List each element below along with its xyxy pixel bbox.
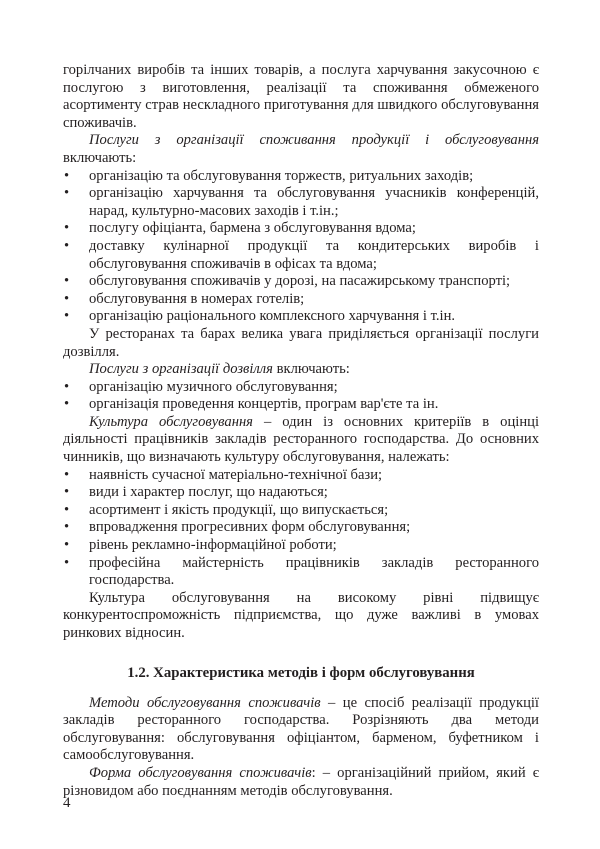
list-item: • професійна майстерність працівників закладів ресторанного господарства.	[63, 555, 539, 590]
list-item: • послугу офіціанта, бармена з обслуговування вдома;	[63, 220, 539, 238]
list-item: • організацію харчування та обслуговування учасників конференцій, нарад, культурно-масових заходів і т.ін.;	[63, 185, 539, 220]
form-rest: : – організаційний прийом, який є різновидом або поєднанням методів обслуговування.	[63, 764, 539, 799]
list-item: • впровадження прогресивних форм обслуговування;	[63, 519, 539, 537]
list-item: • обслуговування в номерах готелів;	[63, 291, 539, 309]
list-item: • організацію та обслуговування торжеств, ритуальних заходів;	[63, 168, 539, 186]
list-item: • організацію музичного обслуговування;	[63, 379, 539, 397]
org-services-rest: включають:	[63, 149, 137, 166]
org-services-lead	[63, 132, 539, 167]
form-term: Форма обслуговування споживачів	[89, 764, 312, 781]
methods-rest: – це спосіб реалізації продукції закладів ресторанного господарства. Розрізняють два методи обслуговування: обслуговування офіціантом, барменом, буфетником і самообслуговування.	[63, 694, 539, 764]
culture-factors-list	[63, 467, 539, 590]
section-heading: 1.2. Характеристика методів і форм обслуговування	[127, 664, 475, 681]
org-services-term: Послуги з організації споживання продукції і обслуговування	[89, 132, 539, 149]
list-item: • асортимент і якість продукції, що випускається;	[63, 502, 539, 520]
leisure-services-lead	[63, 361, 539, 379]
methods-paragraph	[63, 695, 539, 765]
org-services-list	[63, 168, 539, 326]
restaurants-paragraph: У ресторанах та барах велика увага приділяється організації послуги дозвілля.	[63, 325, 539, 360]
methods-term: Методи обслуговування споживачів	[89, 694, 321, 711]
list-item: • види і характер послуг, що надаються;	[63, 484, 539, 502]
culture-rest: – один із основних критеріїв в оцінці діяльності працівників закладів ресторанного господарства. До основних чинників, що визначають культуру обслуговування, належать:	[63, 413, 539, 466]
leisure-services-list	[63, 379, 539, 414]
list-item: • наявність сучасної матеріально-технічної бази;	[63, 467, 539, 485]
form-paragraph	[63, 765, 539, 800]
intro-paragraph: горілчаних виробів та інших товарів, а послуга харчування закусочною є послугою з виготовлення, реалізації та споживання обмеженого асортименту страв нескладного приготування для швидкого обслуговування споживачів.	[63, 62, 539, 131]
culture-level-paragraph: Культура обслуговування на високому рівні підвищує конкурентоспроможність підприємства, що дуже важливі в умовах ринкових відносин.	[63, 589, 539, 641]
list-item: • доставку кулінарної продукції та кондитерських виробів і обслуговування споживачів в офісах та вдома;	[63, 238, 539, 273]
list-item: • організацію раціонального комплексного харчування і т.ін.	[63, 308, 539, 326]
list-item: • рівень рекламно-інформаційної роботи;	[63, 537, 539, 555]
culture-term: Культура обслуговування	[89, 413, 253, 430]
list-item: • обслуговування споживачів у дорозі, на пасажирському транспорті;	[63, 273, 539, 291]
list-item: • організація проведення концертів, програм вар'єте та ін.	[63, 396, 539, 414]
culture-lead	[63, 414, 539, 467]
page-number: 4	[63, 795, 71, 811]
page-body	[63, 62, 539, 800]
leisure-services-rest: включають:	[272, 361, 350, 378]
leisure-services-term: Послуги з організації дозвілля	[89, 361, 273, 378]
